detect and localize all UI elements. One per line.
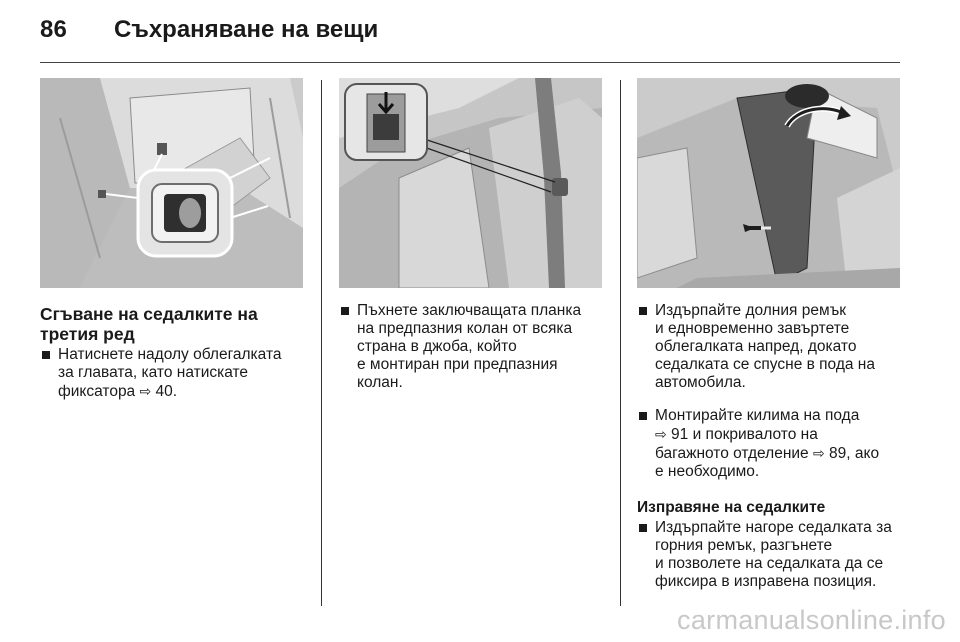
header-rule [40, 62, 900, 63]
bullet-item [637, 302, 902, 392]
bullet-item [339, 302, 614, 392]
page-reference[interactable]: 91 и покривалото на [671, 426, 818, 443]
bullet-line: облегалката напред, докато [655, 338, 857, 355]
bullet-marker [42, 351, 50, 359]
middle-column-text [339, 302, 614, 407]
page-reference[interactable]: 89, ако [829, 445, 880, 462]
bullet-line: автомобила. [655, 374, 746, 391]
bullet-line: е монтиран при предпазния [357, 356, 558, 373]
bullet-item [40, 346, 315, 401]
bullet-item [637, 519, 902, 591]
bullet-line: за главата, като натискате [58, 364, 249, 381]
page-reference[interactable]: 40. [155, 383, 178, 400]
column-divider-1 [321, 80, 322, 606]
bullet-line: и едновременно завъртете [655, 320, 850, 337]
bullet-line: Монтирайте килима на пода [655, 407, 860, 424]
cross-reference-icon: ⇨ [812, 445, 825, 461]
bullet-line: Пъхнете заключващата планка [357, 302, 582, 319]
right-column-text [637, 302, 902, 606]
bullet-line: колан. [357, 374, 403, 391]
bullet-line: фиксира в изправена позиция. [655, 573, 877, 590]
bullet-line: Издърпайте нагоре седалката за [655, 519, 892, 536]
column-divider-2 [620, 80, 621, 606]
page-number: 86 [40, 16, 68, 43]
figure-seat-fold [637, 78, 900, 288]
page-title: Съхраняване на вещи [114, 16, 379, 43]
cross-reference-icon: ⇨ [655, 426, 667, 442]
bullet-line: и позволете на седалката да се [655, 555, 884, 572]
bullet-line [655, 425, 902, 444]
bullet-line-text: фиксатора [58, 383, 140, 400]
bullet-item [637, 407, 902, 481]
bullet-line-text: багажното отделение [655, 445, 813, 462]
bullet-line [58, 382, 315, 401]
bullet-line: страна в джоба, който [357, 338, 517, 355]
left-column-text [40, 304, 315, 416]
bullet-marker [341, 307, 349, 315]
cross-reference-icon: ⇨ [139, 383, 152, 399]
bullet-line: е необходимо. [655, 463, 760, 480]
bullet-marker [639, 307, 647, 315]
section-heading-fold-third-row: Сгъване на седалките на третия ред [40, 304, 258, 344]
bullet-marker [639, 412, 647, 420]
bullet-line: седалката се спусне в пода на [655, 356, 875, 373]
figure-seat-latch [40, 78, 303, 288]
bullet-line: горния ремък, разгънете [655, 537, 833, 554]
subheading-raise-seats: Изправяне на седалките [637, 499, 826, 516]
bullet-line: Издърпайте долния ремък [655, 302, 847, 319]
bullet-line: на предпазния колан от всяка [357, 320, 573, 337]
bullet-line: Натиснете надолу облегалката [58, 346, 282, 363]
bullet-marker [639, 524, 647, 532]
watermark: carmanualsonline.info [677, 605, 946, 635]
bullet-line [655, 444, 902, 463]
figure-belt-latch [339, 78, 602, 288]
